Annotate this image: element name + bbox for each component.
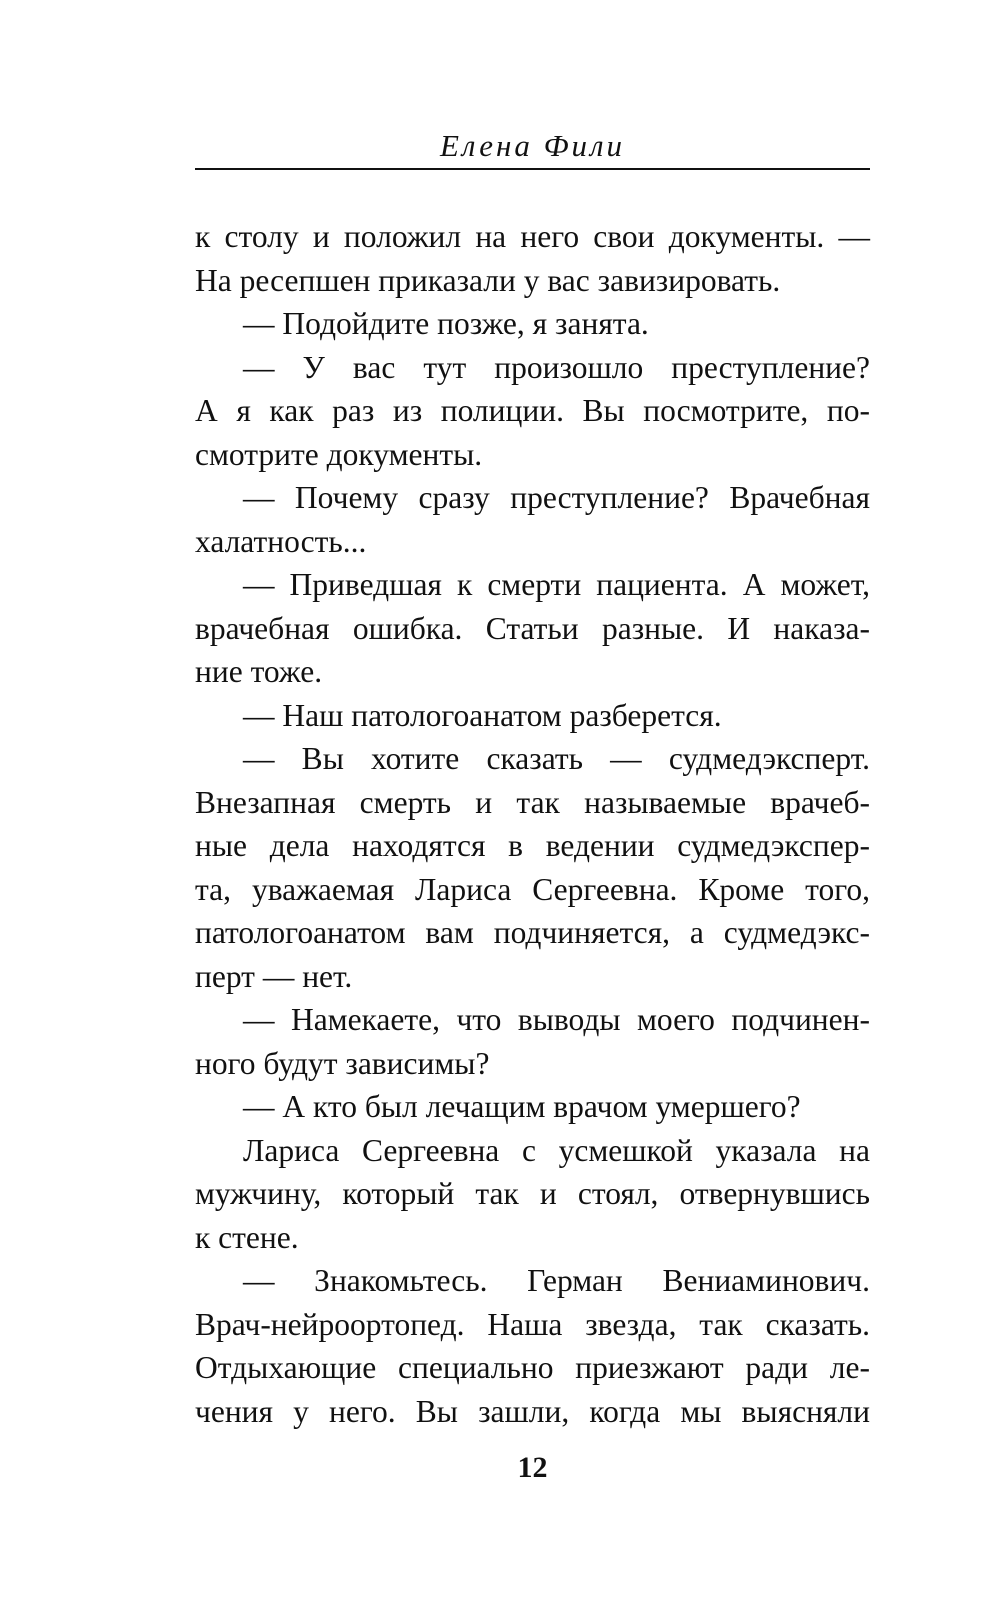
text-line: — Подойдите позже, я занята. (243, 306, 649, 341)
running-head-author: Елена Фили (439, 128, 626, 163)
text-line: Лариса Сергеевна с усмешкой указала на (243, 1132, 870, 1168)
text-line: — Намекаете, что выводы моего подчинен- (243, 1002, 870, 1037)
text-line: ные дела находятся в ведении судмедэкспер- (195, 828, 870, 863)
text-line: — Наш патологоанатом разберется. (243, 697, 722, 733)
text-line: врачебная ошибка. Статьи разные. И наказа- (195, 610, 870, 646)
text-line: та, уважаемая Лариса Сергеевна. Кроме того, (195, 871, 870, 907)
text-line: Внезапная смерть и так называемые врачеб- (195, 784, 870, 820)
text-line: Отдыхающие специально приезжают ради ле- (195, 1350, 870, 1385)
text-line: — Вы хотите сказать — судмедэксперт. (243, 741, 870, 776)
text-line: — Приведшая к смерти пациента. А может, (243, 567, 870, 602)
text-line: Врач-нейроортопед. Наша звезда, так сказать. (195, 1306, 870, 1342)
text-line: На ресепшен приказали у вас завизировать. (195, 262, 781, 298)
header-rule (195, 168, 870, 170)
text-line: — Знакомьтесь. Герман Вениаминович. (243, 1263, 870, 1298)
text-line: ние тоже. (195, 654, 323, 689)
text-line: — У вас тут произошло преступление? (243, 349, 870, 385)
text-line: чения у него. Вы зашли, когда мы выясняли (195, 1393, 870, 1429)
text-line: А я как раз из полиции. Вы посмотрите, по- (195, 393, 870, 428)
text-line: к стене. (195, 1219, 299, 1255)
text-line: ного будут зависимы? (195, 1045, 490, 1081)
text-line: мужчину, который так и стоял, отвернувшись (195, 1176, 870, 1211)
body-text (195, 215, 870, 1433)
text-line: к столу и положил на него свои документы. — (195, 219, 870, 254)
page-number: 12 (517, 1451, 548, 1484)
text-line: перт — нет. (195, 958, 353, 994)
text-line: патологоанатом вам подчиняется, а судмедэкс- (195, 915, 870, 950)
text-line: халатность... (195, 523, 367, 559)
text-line: смотрите документы. (195, 436, 483, 472)
text-line: — А кто был лечащим врачом умершего? (243, 1089, 801, 1124)
text-line: — Почему сразу преступление? Врачебная (243, 480, 870, 515)
